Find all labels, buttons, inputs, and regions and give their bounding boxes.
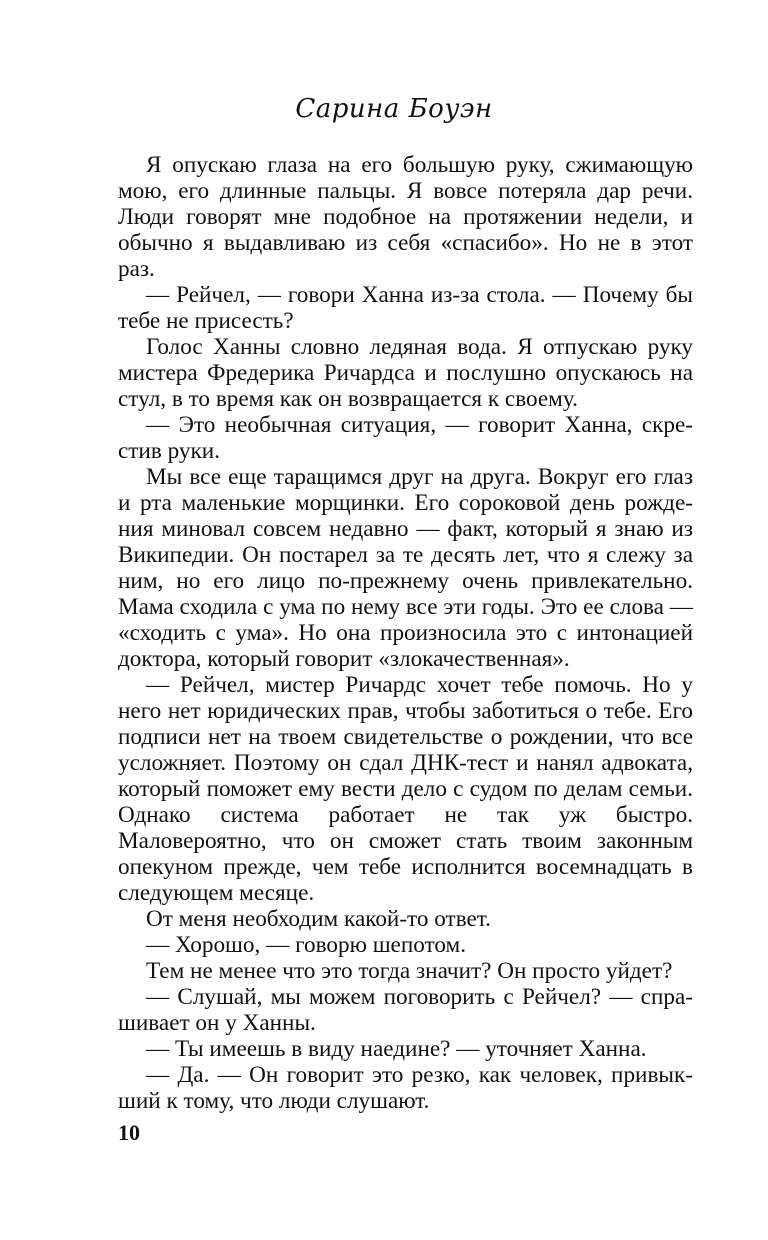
body-text — [118, 152, 693, 1114]
paragraph: Мы все еще таращимся друг на друга. Вокруг его глаз и рта маленькие морщинки. Его сороковой день рождения миновал совсем недавно — факт, который я знаю из Википедии. Он постарел за те десять лет, что я слежу за ним, но его лицо по-прежнему очень привлекательно. Мама сходила с ума по нему все эти годы. Это ее слова — «сходить с ума». Но она произносила это с интонацией доктора, который говорит «злокачественная». — [118, 464, 693, 672]
paragraph: — Хорошо, — говорю шепотом. — [146, 932, 466, 958]
paragraph: — Рейчел, мистер Ричардс хочет тебе помочь. Но у него нет юридических прав, чтобы заботиться о тебе. Его подписи нет на твоем свидетельстве о рождении, что все усложняет. Поэтому он сдал ДНК-тест и нанял адвоката, который поможет ему вести дело с судом по делам семьи. Однако система работает не так уж быстро. Маловероятно, что он сможет стать твоим законным опекуном прежде, чем тебе исполнится восемнадцать в следующем месяце. — [118, 672, 693, 906]
paragraph: Я опускаю глаза на его большую руку, сжимающую мою, его длинные пальцы. Я вовсе потеряла дар речи. Люди говорят мне подобное на протяжении недели, и обычно я выдавливаю из себя «спасибо». Но не в этот раз. — [118, 152, 693, 282]
paragraph: Голос Ханны словно ледяная вода. Я отпускаю руку мистера Фредерика Ричардса и послушно опускаюсь на стул, в то время как он возвращается к своему. — [118, 334, 693, 412]
paragraph: — Ты имеешь в виду наедине? — уточняет Ханна. — [146, 1036, 647, 1062]
paragraph: — Рейчел, — говори Ханна из-за стола. — Почему бы тебе не присесть? — [118, 282, 693, 334]
paragraph: — Это необычная ситуация, — говорит Ханна, скрестив руки. — [118, 412, 693, 464]
paragraph: Тем не менее что это тогда значит? Он просто уйдет? — [146, 958, 673, 984]
page-number: 10 — [118, 1120, 140, 1145]
paragraph: — Слушай, мы можем поговорить с Рейчел? — спрашивает он у Ханны. — [118, 984, 693, 1036]
running-header: Сарина Боуэн — [295, 94, 493, 124]
paragraph: От меня необходим какой-то ответ. — [146, 906, 491, 932]
paragraph: — Да. — Он говорит это резко, как человек, привыкший к тому, что люди слушают. — [118, 1062, 693, 1114]
